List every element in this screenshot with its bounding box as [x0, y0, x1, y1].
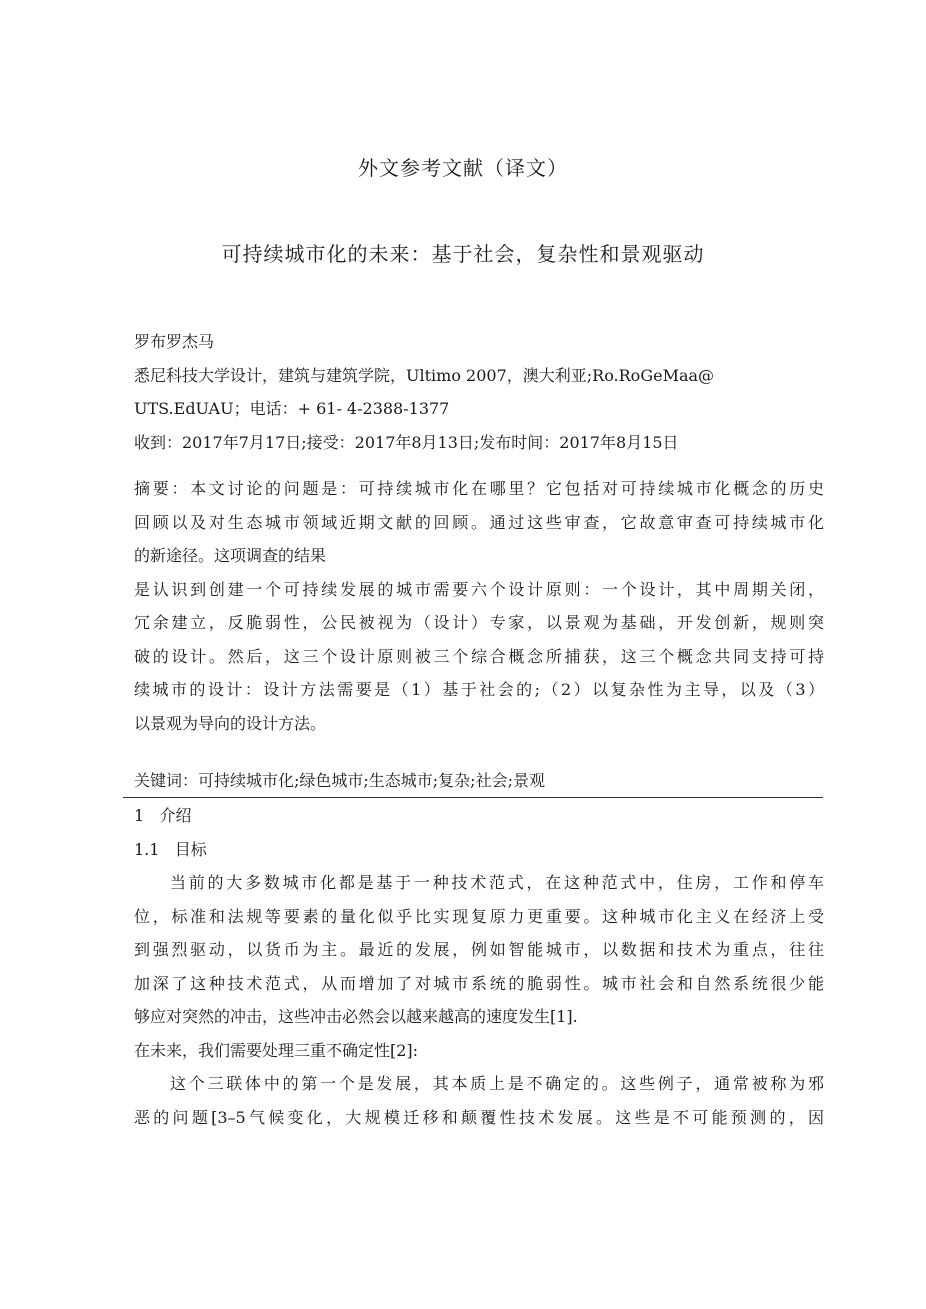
abstract-line: 以景观为导向的设计方法。 [134, 713, 327, 733]
paragraph-line: 这个三联体中的第一个是发展，其本质上是不确定的。这些例子，通常被称为邪 [170, 1074, 824, 1093]
paragraph-line: 位，标准和法规等要素的量化似乎比实现复原力更重要。这种城市化主义在经济上受 [134, 906, 824, 926]
affiliation-line-1: 悉尼科技大学设计，建筑与建筑学院，Ultimo 2007，澳大利亚;Ro.RoGeMaa@ [134, 365, 715, 385]
paragraph-line: 到强烈驱动，以货币为主。最近的发展，例如智能城市，以数据和技术为重点，往往 [134, 940, 824, 959]
keywords [134, 764, 824, 798]
paragraph-line: 当前的大多数城市化都是基于一种技术范式，在这种范式中，住房，工作和停车 [170, 873, 824, 892]
abstract-line: 冗余建立，反脆弱性，公民被视为（设计）专家，以景观为基础，开发创新，规则突 [134, 613, 824, 632]
abstract [134, 472, 824, 740]
paper-title: 可持续城市化的未来：基于社会，复杂性和景观驱动 [221, 242, 705, 266]
body-text [134, 799, 824, 1134]
affiliation-line-2: UTS.EdUAU；电话：+ 61- 4-2388-1377 [134, 399, 450, 418]
paragraph-line: 加深了这种技术范式，从而增加了对城市系统的脆弱性。城市社会和自然系统很少能 [134, 973, 824, 993]
abstract-line: 续城市的设计：设计方法需要是（1）基于社会的;（2）以复杂性为主导，以及（3） [134, 680, 824, 699]
paragraph-line: 恶的问题[3–5气候变化，大规模迁移和颠覆性技术发展。这些是不可能预测的，因 [134, 1107, 824, 1127]
paragraph-line: 够应对突然的冲击，这些冲击必然会以越来越高的速度发生[1]. [134, 1007, 578, 1026]
paragraph-line: 在未来，我们需要处理三重不确定性[2]: [134, 1040, 419, 1060]
publication-dates: 收到：2017年7月17日;接受：2017年8月13日;发布时间：2017年8月15日 [134, 432, 679, 452]
author-info [134, 325, 824, 459]
keywords-line: 关键词：可持续城市化;绿色城市;生态城市;复杂;社会;景观 [134, 771, 545, 790]
header-title: 外文参考文献（译文） [358, 156, 568, 180]
abstract-line: 是认识到创建一个可持续发展的城市需要六个设计原则：一个设计，其中周期关闭， [134, 579, 824, 599]
section-heading-1: 1 介绍 [134, 806, 192, 825]
abstract-line: 摘要：本文讨论的问题是：可持续城市化在哪里？它包括对可持续城市化概念的历史 [134, 479, 824, 498]
abstract-line: 的新途径。这项调查的结果 [134, 546, 327, 565]
section-divider [123, 797, 823, 798]
abstract-line: 回顾以及对生态城市领域近期文献的回顾。通过这些审查，它故意审查可持续城市化 [134, 512, 824, 532]
author-names: 罗布罗杰马 [134, 332, 215, 351]
abstract-line: 破的设计。然后，这三个设计原则被三个综合概念所捕获，这三个概念共同支持可持 [134, 646, 824, 666]
section-heading-1-1: 1.1 目标 [134, 839, 207, 859]
